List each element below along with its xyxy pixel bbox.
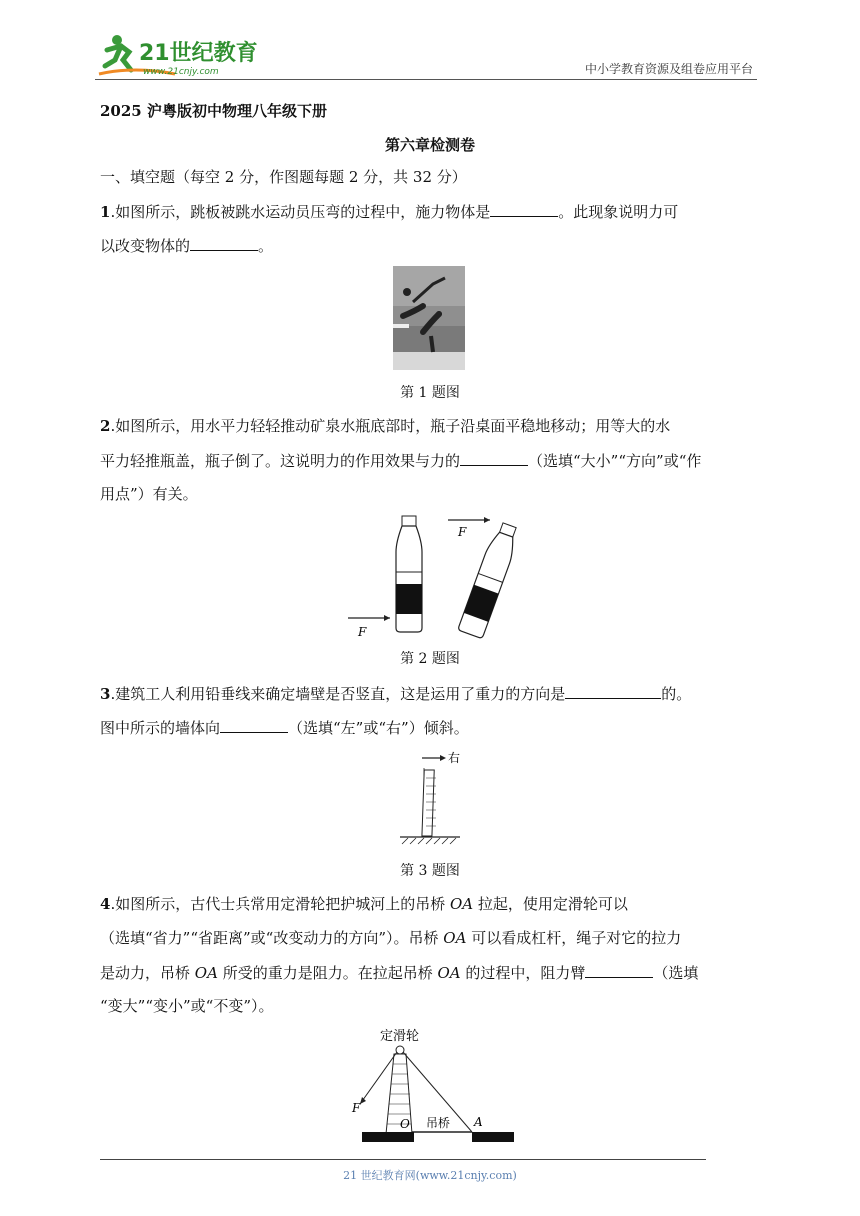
q4-force-label: F: [352, 1101, 361, 1115]
q4-blank: [585, 962, 653, 978]
q1-line1: 1.如图所示，跳板被跳水运动员压弯的过程中，施力物体是 。此现象说明力可: [100, 203, 679, 221]
q2-line1: 2.如图所示，用水平力轻轻推动矿泉水瓶底部时，瓶子沿桌面平稳地移动；用等大的水: [100, 417, 671, 435]
q2-number: 2: [100, 417, 111, 435]
q3-blank-1: [565, 683, 661, 699]
q4-pulley-label: 定滑轮: [380, 1029, 420, 1044]
q4-line4: “变大”“变小”或“不变”）。: [100, 997, 274, 1015]
q2-blank: [460, 450, 528, 466]
q1-blank-1: [490, 201, 558, 217]
header-platform-name: 中小学教育资源及组卷应用平台: [584, 62, 753, 76]
logo-text: 21世纪教育: [139, 41, 258, 66]
q2-line3: 用点”）有关。: [100, 485, 198, 503]
q2-force-label-bottom: F: [358, 625, 367, 639]
q3-direction-label: 右: [448, 751, 461, 765]
q1-diving-photo: [393, 266, 465, 370]
q4-number: 4: [100, 895, 111, 913]
q4-o-label: O: [400, 1117, 410, 1131]
logo-url: www.21cnjy.com: [143, 67, 219, 77]
upright-bottle: [396, 516, 422, 632]
q3-line1: 3.建筑工人利用铅垂线来确定墙壁是否竖直，这是运用了重力的方向是 的。: [100, 685, 692, 703]
footer-text: 21 世纪教育网(www.21cnjy.com): [343, 1169, 517, 1182]
q4-bridge-label: 吊桥: [426, 1116, 451, 1130]
q1-caption: 第 1 题图: [400, 385, 460, 401]
q1-line2: 以改变物体的 。: [100, 237, 274, 255]
q4-a-label: A: [474, 1115, 483, 1129]
q2-caption: 第 2 题图: [400, 651, 460, 667]
q2-line2: 平力轻推瓶盖，瓶子倒了。这说明力的作用效果与力的 （选填“大小”“方向”或“作: [100, 452, 702, 470]
q4-line2: （选填“省力”“省距离”或“改变动力的方向”）。吊桥 OA 可以看成杠杆，绳子对它的拉力: [100, 929, 682, 947]
q2-force-label-top: F: [458, 525, 467, 539]
q4-line1: 4.如图所示，古代士兵常用定滑轮把护城河上的吊桥 OA 拉起，使用定滑轮可以: [100, 895, 628, 913]
tilted-bottle: [458, 521, 522, 639]
q3-caption: 第 3 题图: [400, 863, 460, 879]
doc-subtitle: 2025 沪粤版初中物理八年级下册: [100, 102, 327, 120]
q3-number: 3: [100, 685, 111, 703]
q1-blank-2: [190, 235, 258, 251]
q3-line2: 图中所示的墙体向 （选填“左”或“右”）倾斜。: [100, 719, 469, 737]
header-divider: [95, 79, 757, 80]
q3-wall-figure: [398, 748, 468, 846]
footer-divider: [100, 1159, 706, 1160]
doc-title: 第六章检测卷: [384, 136, 475, 154]
q4-line3: 是动力，吊桥 OA 所受的重力是阻力。在拉起吊桥 OA 的过程中，阻力臂 （选填: [100, 964, 699, 982]
q4-drawbridge-figure: [350, 1024, 520, 1146]
site-logo: [95, 30, 265, 78]
q3-blank-2: [220, 717, 288, 733]
section-heading: 一、填空题（每空 2 分，作图题每题 2 分，共 32 分）: [100, 168, 467, 186]
page-header: [95, 30, 757, 80]
q2-bottles-figure: [340, 512, 530, 642]
q1-number: 1: [100, 203, 111, 221]
